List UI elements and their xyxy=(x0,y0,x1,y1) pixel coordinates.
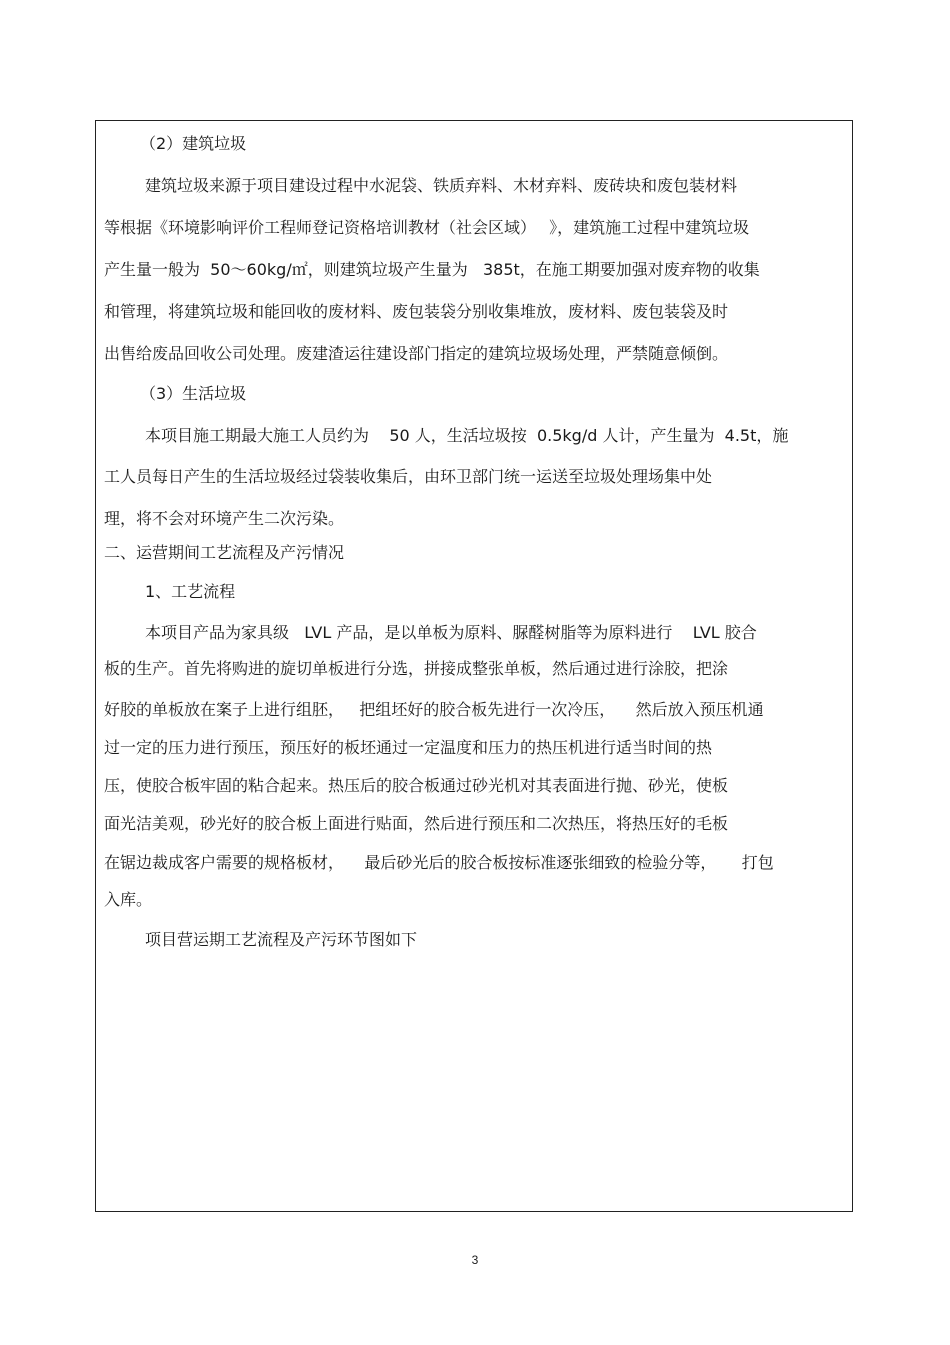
page-number: 3 xyxy=(471,1253,479,1267)
paragraph-line: 本项目施工期最大施工人员约为 50 人，生活垃圾按 0.5kg/d 人计，产生量为 4.5t，施 xyxy=(145,426,789,445)
heading-domestic-waste: （3）生活垃圾 xyxy=(140,384,247,403)
figure-intro-line: 项目营运期工艺流程及产污环节图如下 xyxy=(145,930,418,949)
paragraph-line: 本项目产品为家具级 LVL 产品，是以单板为原料、脲醛树脂等为原料进行 LVL 胶合 xyxy=(145,623,757,642)
paragraph-line: 板的生产。首先将购进的旋切单板进行分选，拼接成整张单板，然后通过进行涂胶，把涂 xyxy=(104,659,729,678)
section-heading-operation: 二、运营期间工艺流程及产污情况 xyxy=(104,543,345,562)
paragraph-line: 面光洁美观，砂光好的胶合板上面进行贴面，然后进行预压和二次热压，将热压好的毛板 xyxy=(104,814,729,833)
paragraph-line: 在锯边裁成客户需要的规格板材， 最后砂光后的胶合板按标准逐张细致的检验分等， 打包 xyxy=(104,853,774,872)
subheading-process-flow: 1、工艺流程 xyxy=(145,582,236,601)
heading-construction-waste: （2）建筑垃圾 xyxy=(140,134,247,153)
paragraph-line: 出售给废品回收公司处理。废建渣运往建设部门指定的建筑垃圾场处理，严禁随意倾倒。 xyxy=(104,344,729,363)
paragraph-line: 理，将不会对环境产生二次污染。 xyxy=(104,509,345,528)
paragraph-line: 压，使胶合板牢固的粘合起来。热压后的胶合板通过砂光机对其表面进行抛、砂光，使板 xyxy=(104,776,729,795)
paragraph-line: 过一定的压力进行预压，预压好的板坯通过一定温度和压力的热压机进行适当时间的热 xyxy=(104,738,713,757)
paragraph-line: 好胶的单板放在案子上进行组胚， 把组坯好的胶合板先进行一次冷压， 然后放入预压机通 xyxy=(104,700,764,719)
paragraph-line: 建筑垃圾来源于项目建设过程中水泥袋、铁质弃料、木材弃料、废砖块和废包装材料 xyxy=(145,176,738,195)
paragraph-line: 工人员每日产生的生活垃圾经过袋装收集后，由环卫部门统一运送至垃圾处理场集中处 xyxy=(104,467,713,486)
paragraph-line: 入库。 xyxy=(104,890,153,909)
paragraph-line: 产生量一般为 50～60kg/㎡，则建筑垃圾产生量为 385t，在施工期要加强对废弃物的收集 xyxy=(104,260,760,279)
paragraph-line: 和管理，将建筑垃圾和能回收的废材料、废包装袋分别收集堆放，废材料、废包装袋及时 xyxy=(104,302,729,321)
paragraph-line: 等根据《环境影响评价工程师登记资格培训教材（社会区域） 》，建筑施工过程中建筑垃圾 xyxy=(104,218,750,237)
